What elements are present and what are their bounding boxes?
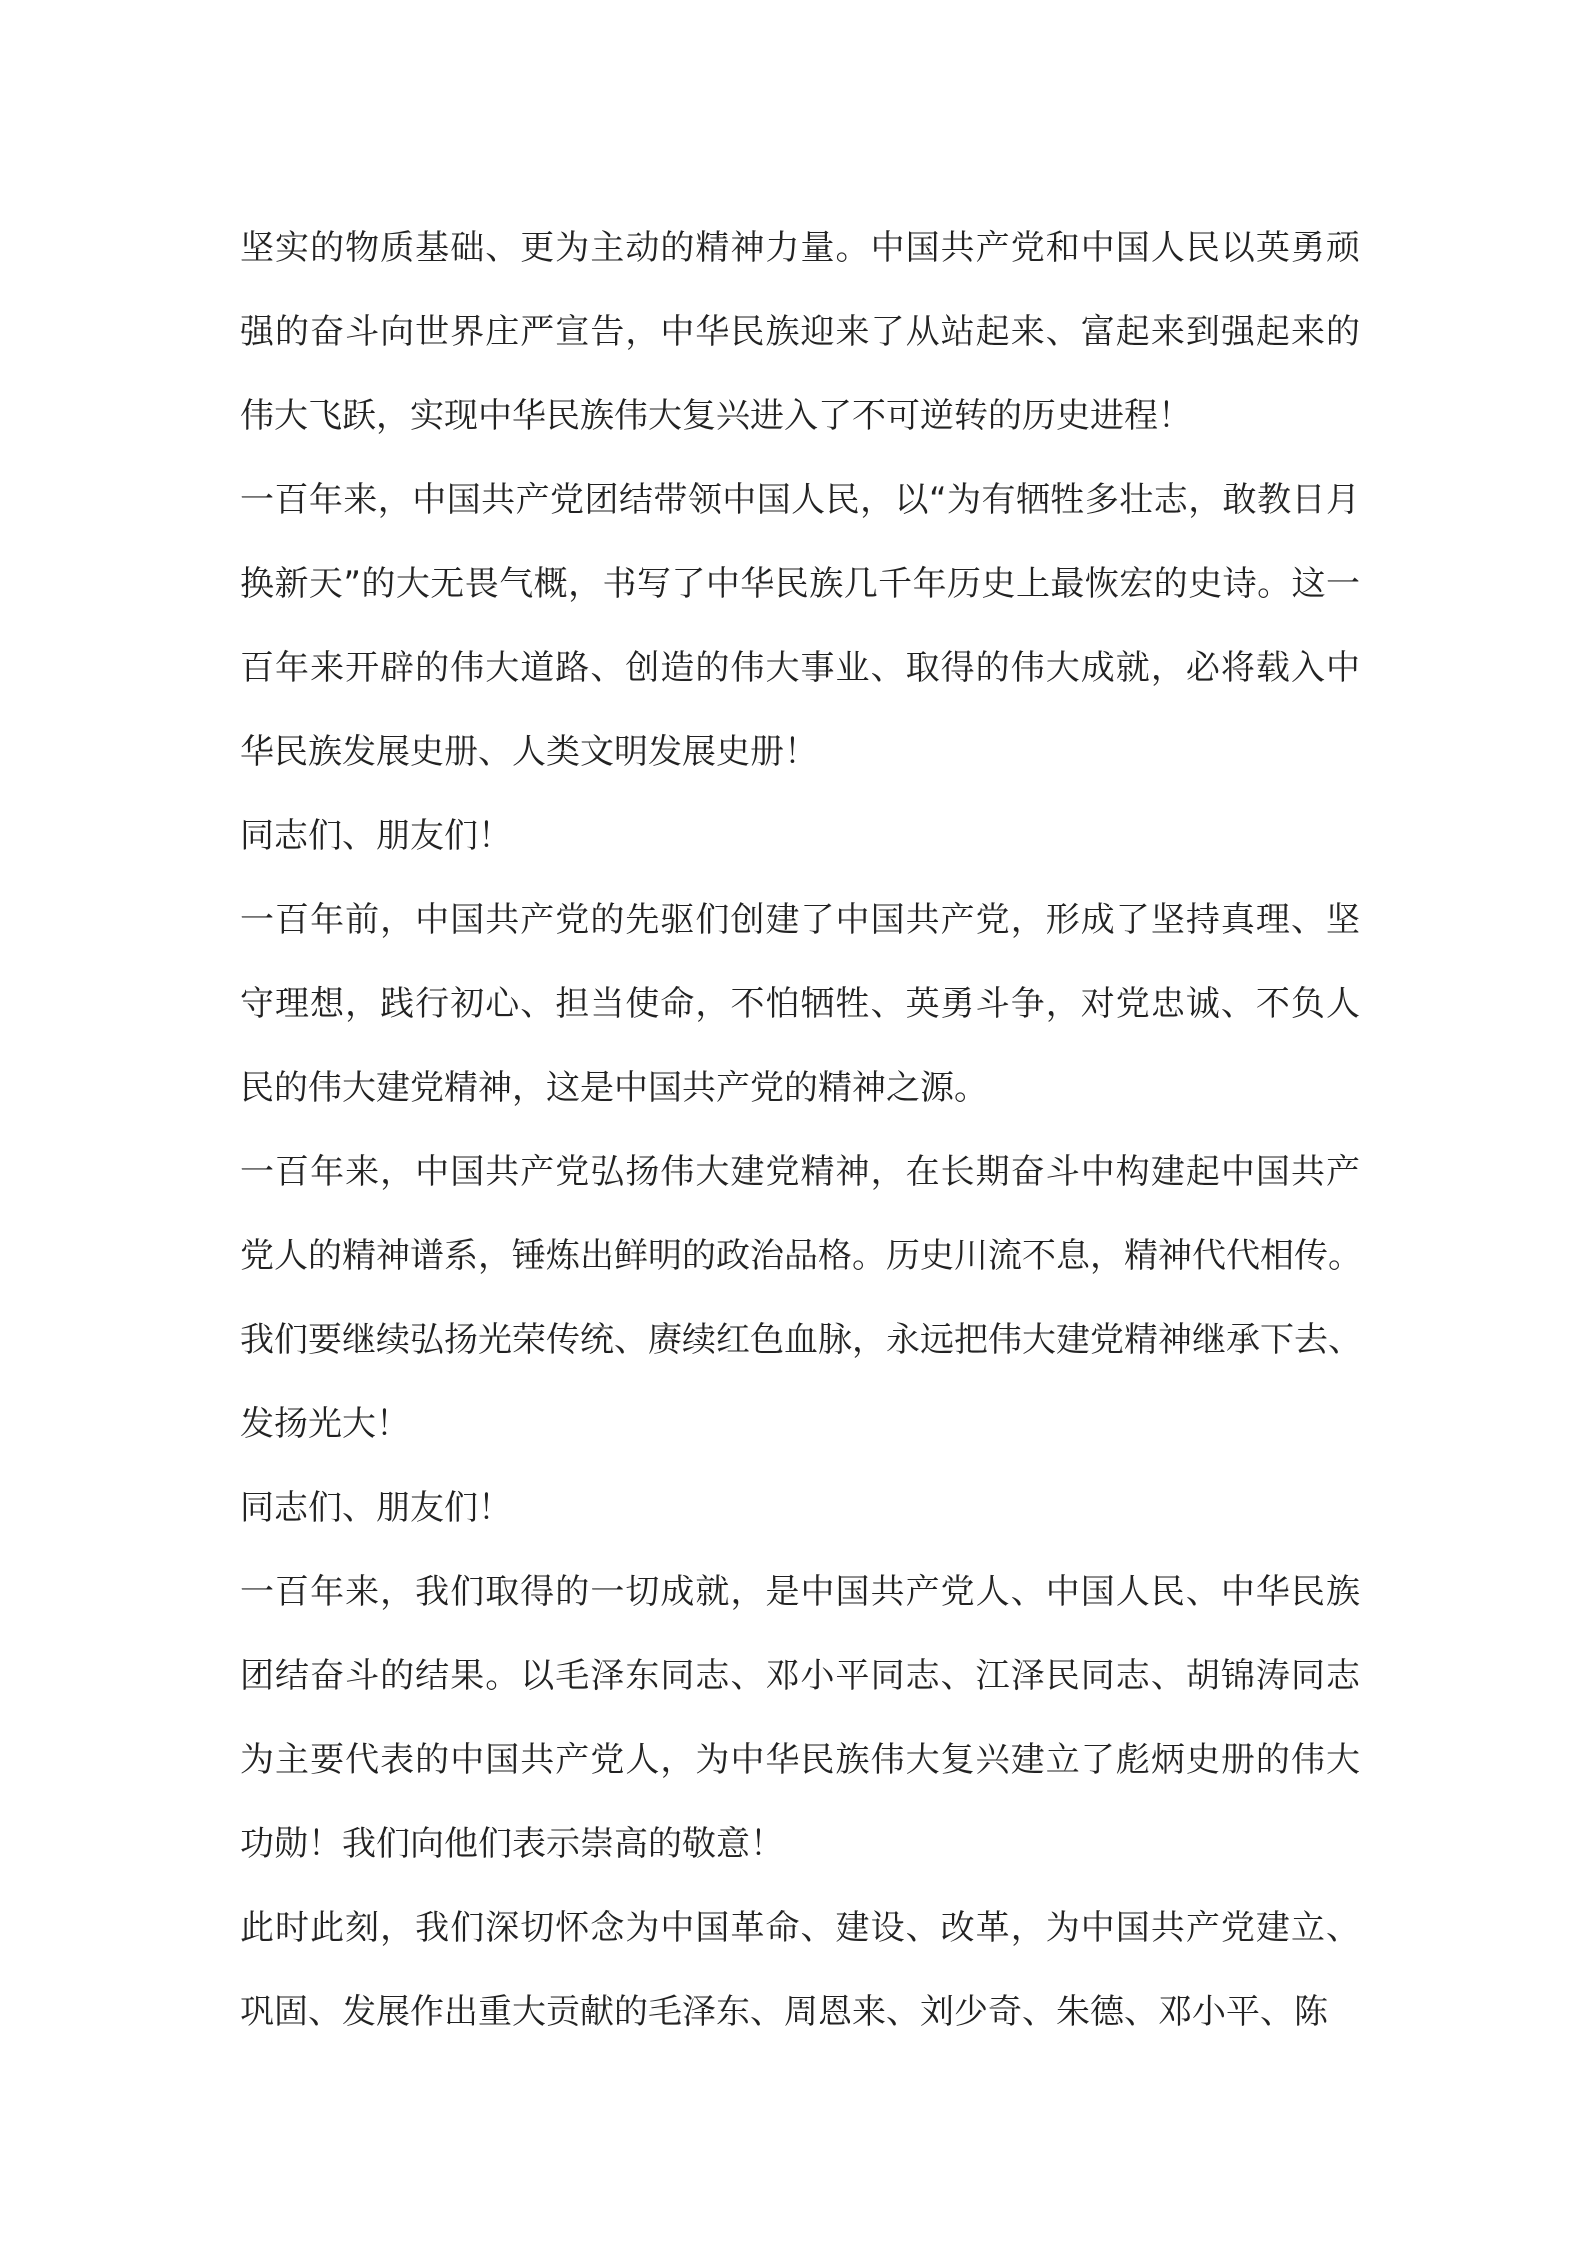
text-line: 巩固、发展作出重大贡献的毛泽东、周恩来、刘少奇、朱德、邓小平、陈 (240, 1992, 1328, 2032)
paragraph (240, 878, 1360, 1130)
paragraph (240, 794, 1360, 878)
text-line: 华民族发展史册、人类文明发展史册！ (240, 732, 818, 772)
text-line: 团结奋斗的结果。以毛泽东同志、邓小平同志、江泽民同志、胡锦涛同志 (240, 1656, 1360, 1696)
text-line: 换新天”的大无畏气概，书写了中华民族几千年历史上最恢宏的史诗。这一 (240, 564, 1360, 604)
paragraph (240, 1550, 1360, 1886)
text-line: 一百年来，中国共产党团结带领中国人民，以“为有牺牲多壮志，敢教日月 (240, 480, 1360, 520)
text-line: 伟大飞跃，实现中华民族伟大复兴进入了不可逆转的历史进程！ (240, 396, 1192, 436)
text-line: 百年来开辟的伟大道路、创造的伟大事业、取得的伟大成就，必将载入中 (240, 648, 1360, 688)
text-line: 一百年来，我们取得的一切成就，是中国共产党人、中国人民、中华民族 (240, 1572, 1360, 1612)
text-line: 民的伟大建党精神，这是中国共产党的精神之源。 (240, 1068, 988, 1108)
text-line: 党人的精神谱系，锤炼出鲜明的政治品格。历史川流不息，精神代代相传。 (240, 1236, 1362, 1276)
text-line: 一百年来，中国共产党弘扬伟大建党精神，在长期奋斗中构建起中国共产 (240, 1152, 1360, 1192)
paragraph (240, 206, 1360, 458)
paragraph (240, 1886, 1360, 2054)
paragraph (240, 1130, 1360, 1466)
text-line: 守理想，践行初心、担当使命，不怕牺牲、英勇斗争，对党忠诚、不负人 (240, 984, 1360, 1024)
text-line: 强的奋斗向世界庄严宣告，中华民族迎来了从站起来、富起来到强起来的 (240, 312, 1360, 352)
text-line: 此时此刻，我们深切怀念为中国革命、建设、改革，为中国共产党建立、 (240, 1908, 1360, 1948)
document-body (240, 206, 1360, 2054)
paragraph (240, 458, 1360, 794)
text-line: 同志们、朋友们！ (240, 816, 512, 856)
text-line: 坚实的物质基础、更为主动的精神力量。中国共产党和中国人民以英勇顽 (240, 228, 1360, 268)
paragraph (240, 1466, 1360, 1550)
text-line: 发扬光大！ (240, 1404, 410, 1444)
text-line: 同志们、朋友们！ (240, 1488, 512, 1528)
text-line: 一百年前，中国共产党的先驱们创建了中国共产党，形成了坚持真理、坚 (240, 900, 1360, 940)
text-line: 为主要代表的中国共产党人，为中华民族伟大复兴建立了彪炳史册的伟大 (240, 1740, 1360, 1780)
text-line: 功勋！我们向他们表示崇高的敬意！ (240, 1824, 784, 1864)
text-line: 我们要继续弘扬光荣传统、赓续红色血脉，永远把伟大建党精神继承下去、 (240, 1320, 1362, 1360)
